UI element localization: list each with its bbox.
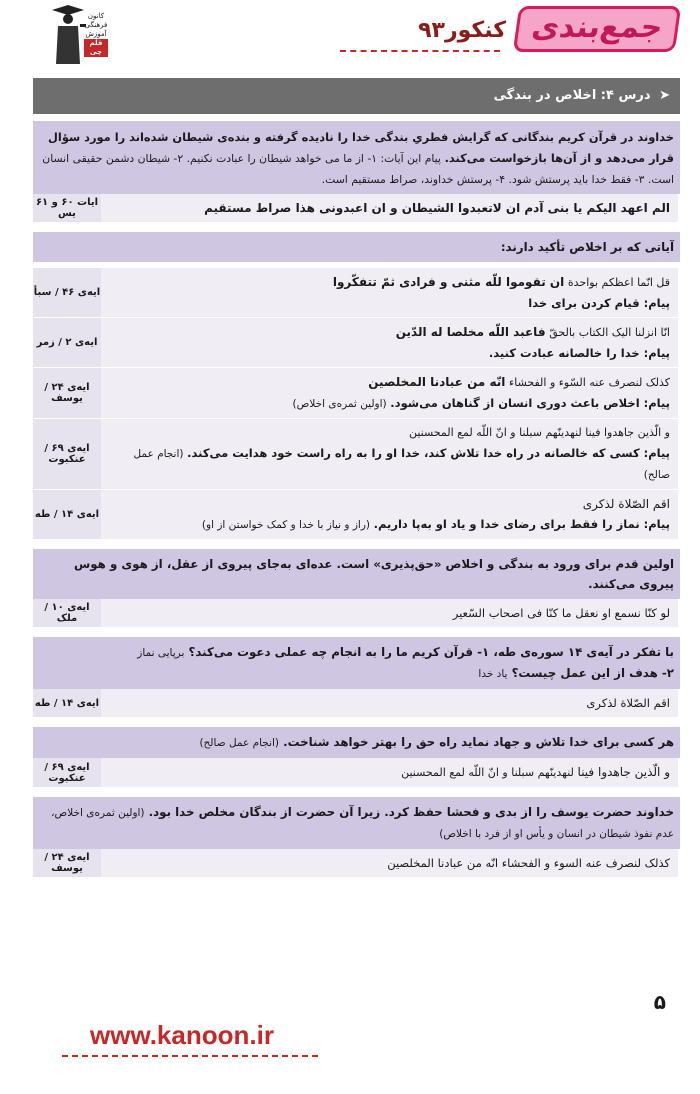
verse-reference: ایه‌ی ۱۴ / طه: [33, 490, 101, 539]
lesson-title-bar: [33, 78, 680, 114]
verse-row: [33, 758, 680, 788]
verse-reference: ایه‌ی ۲۴ / یوسف: [33, 849, 101, 877]
question-1: با تفکر در آیه‌ی ۱۴ سوره‌ی طه، ۱- قرآن کریم ما را به انجام چه عملی دعوت می‌کند؟: [188, 645, 674, 659]
verse-cell: [101, 419, 678, 489]
verse-text-a: و الّذین جاهدوا فینا: [577, 765, 670, 779]
section-title-haqpaziri: اولین قدم برای ورود به بندگی و اخلاص «حق‌پذیری» است. عده‌ای به‌جای پیروی از عقل، از هوی و هوس پیروی می‌کنند.: [33, 549, 680, 599]
verse-text-b: اقم الصّلاة لذکری: [582, 497, 670, 511]
section-title-yusuf: [33, 797, 680, 849]
question-2: ۲- هدف از این عمل چیست؟: [511, 666, 674, 680]
verse-text-a: انّا انزلنا الیک الکتاب بالحقّ: [549, 326, 670, 339]
section-title-text: هر کسی برای خدا تلاش و جهاد نماید راه حق را بهتر خواهد شناخت.: [283, 735, 674, 749]
verse-text: الم اعهد الیکم یا بنی آدم ان لاتعبدوا الشیطان و ان اعبدونی هذا صراط مستقیم: [204, 201, 670, 215]
brand-underline: [340, 50, 500, 52]
kanoon-logo: [38, 4, 108, 70]
intro-bold-text: خداوند در قرآن کریم بندگانی که گرایش فطریِ بندگی خدا را نادیده گرفته و بنده‌ی شیطان شده‌اند را مورد سؤال قرار می‌دهد و از آن‌ها بازخواست می‌کند.: [48, 130, 674, 165]
verse-reference: ایه‌ی ۱۴ / طه: [33, 689, 101, 717]
verse-reference: ایات ۶۰ و ۶۱ یس: [33, 194, 101, 222]
verse-cell: [101, 689, 678, 717]
verse-text-b: ان تقوموا للّه مثنی و فرادی ثمّ تتفکّروا: [332, 275, 565, 289]
verse-text-a: قل انّما اعظکم بواحدة: [567, 276, 670, 289]
verse-row: [33, 318, 680, 368]
brand-header: [358, 6, 678, 56]
verse-reference: ایه‌ی ۲۴ / یوسف: [33, 368, 101, 418]
verse-row: [33, 599, 680, 628]
verse-row: [33, 689, 680, 718]
intro-paragraph: [33, 121, 680, 194]
section-title-text: خداوند حضرت یوسف را از بدی و فحشا حفظ کرد. زیرا آن حضرت از بندگان مخلص خدا بود.: [148, 805, 674, 819]
verse-cell: [101, 599, 678, 627]
verse-reference: ایه‌ی ۴۶ / سبأ: [33, 268, 101, 317]
verse-text: اقم الصّلاة لذکری: [586, 696, 670, 710]
logo-line-2: فرهنگی: [84, 21, 108, 29]
verse-reference: ایه‌ی ۶۹ / عنکبوت: [33, 419, 101, 489]
verse-message: پیام: کسی که خالصانه در راه خدا تلاش کند، خدا او را به راه راست خود هدایت می‌کند.: [187, 446, 670, 460]
section-title-ikhlas: آیاتی که بر اخلاص تأکید دارند:: [33, 232, 680, 262]
verse-reference: ایه‌ی ۲ / زمر: [33, 318, 101, 367]
verse-text-b: فاعبد اللّه مخلصا له الدّین: [395, 325, 546, 339]
arrow-icon: ➤: [659, 88, 670, 103]
logo-line-4: قلم چی: [84, 39, 108, 57]
answer-1: برپایی نماز: [137, 647, 185, 659]
verse-reference: ایه‌ی ۶۹ / عنکبوت: [33, 758, 101, 787]
verse-cell: [101, 849, 678, 877]
verse-message: پیام: اخلاص باعث دوری انسان از گناهان می‌شود.: [390, 396, 670, 410]
verse-note: (انجام عمل صالح): [133, 448, 670, 481]
verse-cell: [101, 758, 678, 787]
verse-row: [33, 194, 680, 223]
verse-text-b: انّه من عبادنا المخلصین: [368, 375, 506, 389]
brand-title: جمع‌بندی: [513, 6, 681, 52]
verse-row: [33, 268, 680, 318]
section-title-question: [33, 637, 680, 689]
verse-message: پیام: خدا را خالصانه عبادت کنید.: [488, 346, 670, 360]
verse-note: (راز و نیاز با خدا و کمک خواستن از او): [201, 519, 370, 531]
section-note: (اولین ثمره‌ی اخلاص، عدم نفوذ شیطان در انسان و یأس او از فرد با اخلاص): [51, 807, 674, 840]
logo-line-1: کانون: [87, 12, 105, 20]
verse-message: پیام: نماز را فقط برای رضای خدا و یاد او به‌پا داریم.: [373, 517, 670, 531]
verse-cell: [101, 368, 678, 418]
verse-message: پیام: قیام کردن برای خدا: [528, 296, 670, 310]
verse-row: [33, 490, 680, 540]
verse-text-a: کذلک لنصرف عنه السّوء و الفحشاء: [509, 376, 670, 389]
section-note: (انجام عمل صالح): [199, 737, 280, 749]
lesson-content: [33, 78, 680, 878]
verse-cell: [101, 194, 678, 222]
intro-normal-text: پیام این آیات: ۱- از ما می خواهد شیطان را عبادت نکنیم. ۲- شیطان دشمن حقیقی انسان است. ۳- فقط خدا باید پرستش شود. ۴- پرستش خداوند، صراط مستقیم است.: [42, 152, 674, 186]
section-title-jihad: [33, 727, 680, 758]
lesson-title: درس ۴: اخلاص در بندگی: [493, 88, 651, 103]
verse-text: کذلک لنصرف عنه السوء و الفحشاء انّه من عبادنا المخلصین: [387, 856, 670, 870]
website-underline: [62, 1055, 318, 1057]
verse-text-b: لنهدینّهم سبلنا و انّ اللّه لمع المحسنین: [401, 766, 574, 779]
verse-row: [33, 849, 680, 878]
website-link[interactable]: www.kanoon.ir: [90, 1020, 274, 1050]
verse-cell: [101, 318, 678, 367]
verse-reference: ایه‌ی ۱۰ / ملک: [33, 599, 101, 627]
verse-row: [33, 419, 680, 490]
verse-row: [33, 368, 680, 419]
logo-line-3: آموزش: [85, 30, 107, 38]
answer-2: یاد خدا: [478, 668, 508, 680]
verse-cell: [101, 490, 678, 539]
verse-text: لو کنّا نسمع او نعقل ما کنّا فی اصحاب السّعیر: [452, 606, 670, 620]
verse-note: (اولین ثمره‌ی اخلاص): [292, 398, 387, 410]
verse-text-a: و الّذین جاهدوا فینا لنهدینّهم سبلنا و انّ اللّه لمع المحسنین: [408, 426, 670, 439]
verse-cell: [101, 268, 678, 317]
brand-subtitle: کنکور۹۳: [418, 18, 506, 43]
page-number: ۵: [653, 990, 666, 1014]
